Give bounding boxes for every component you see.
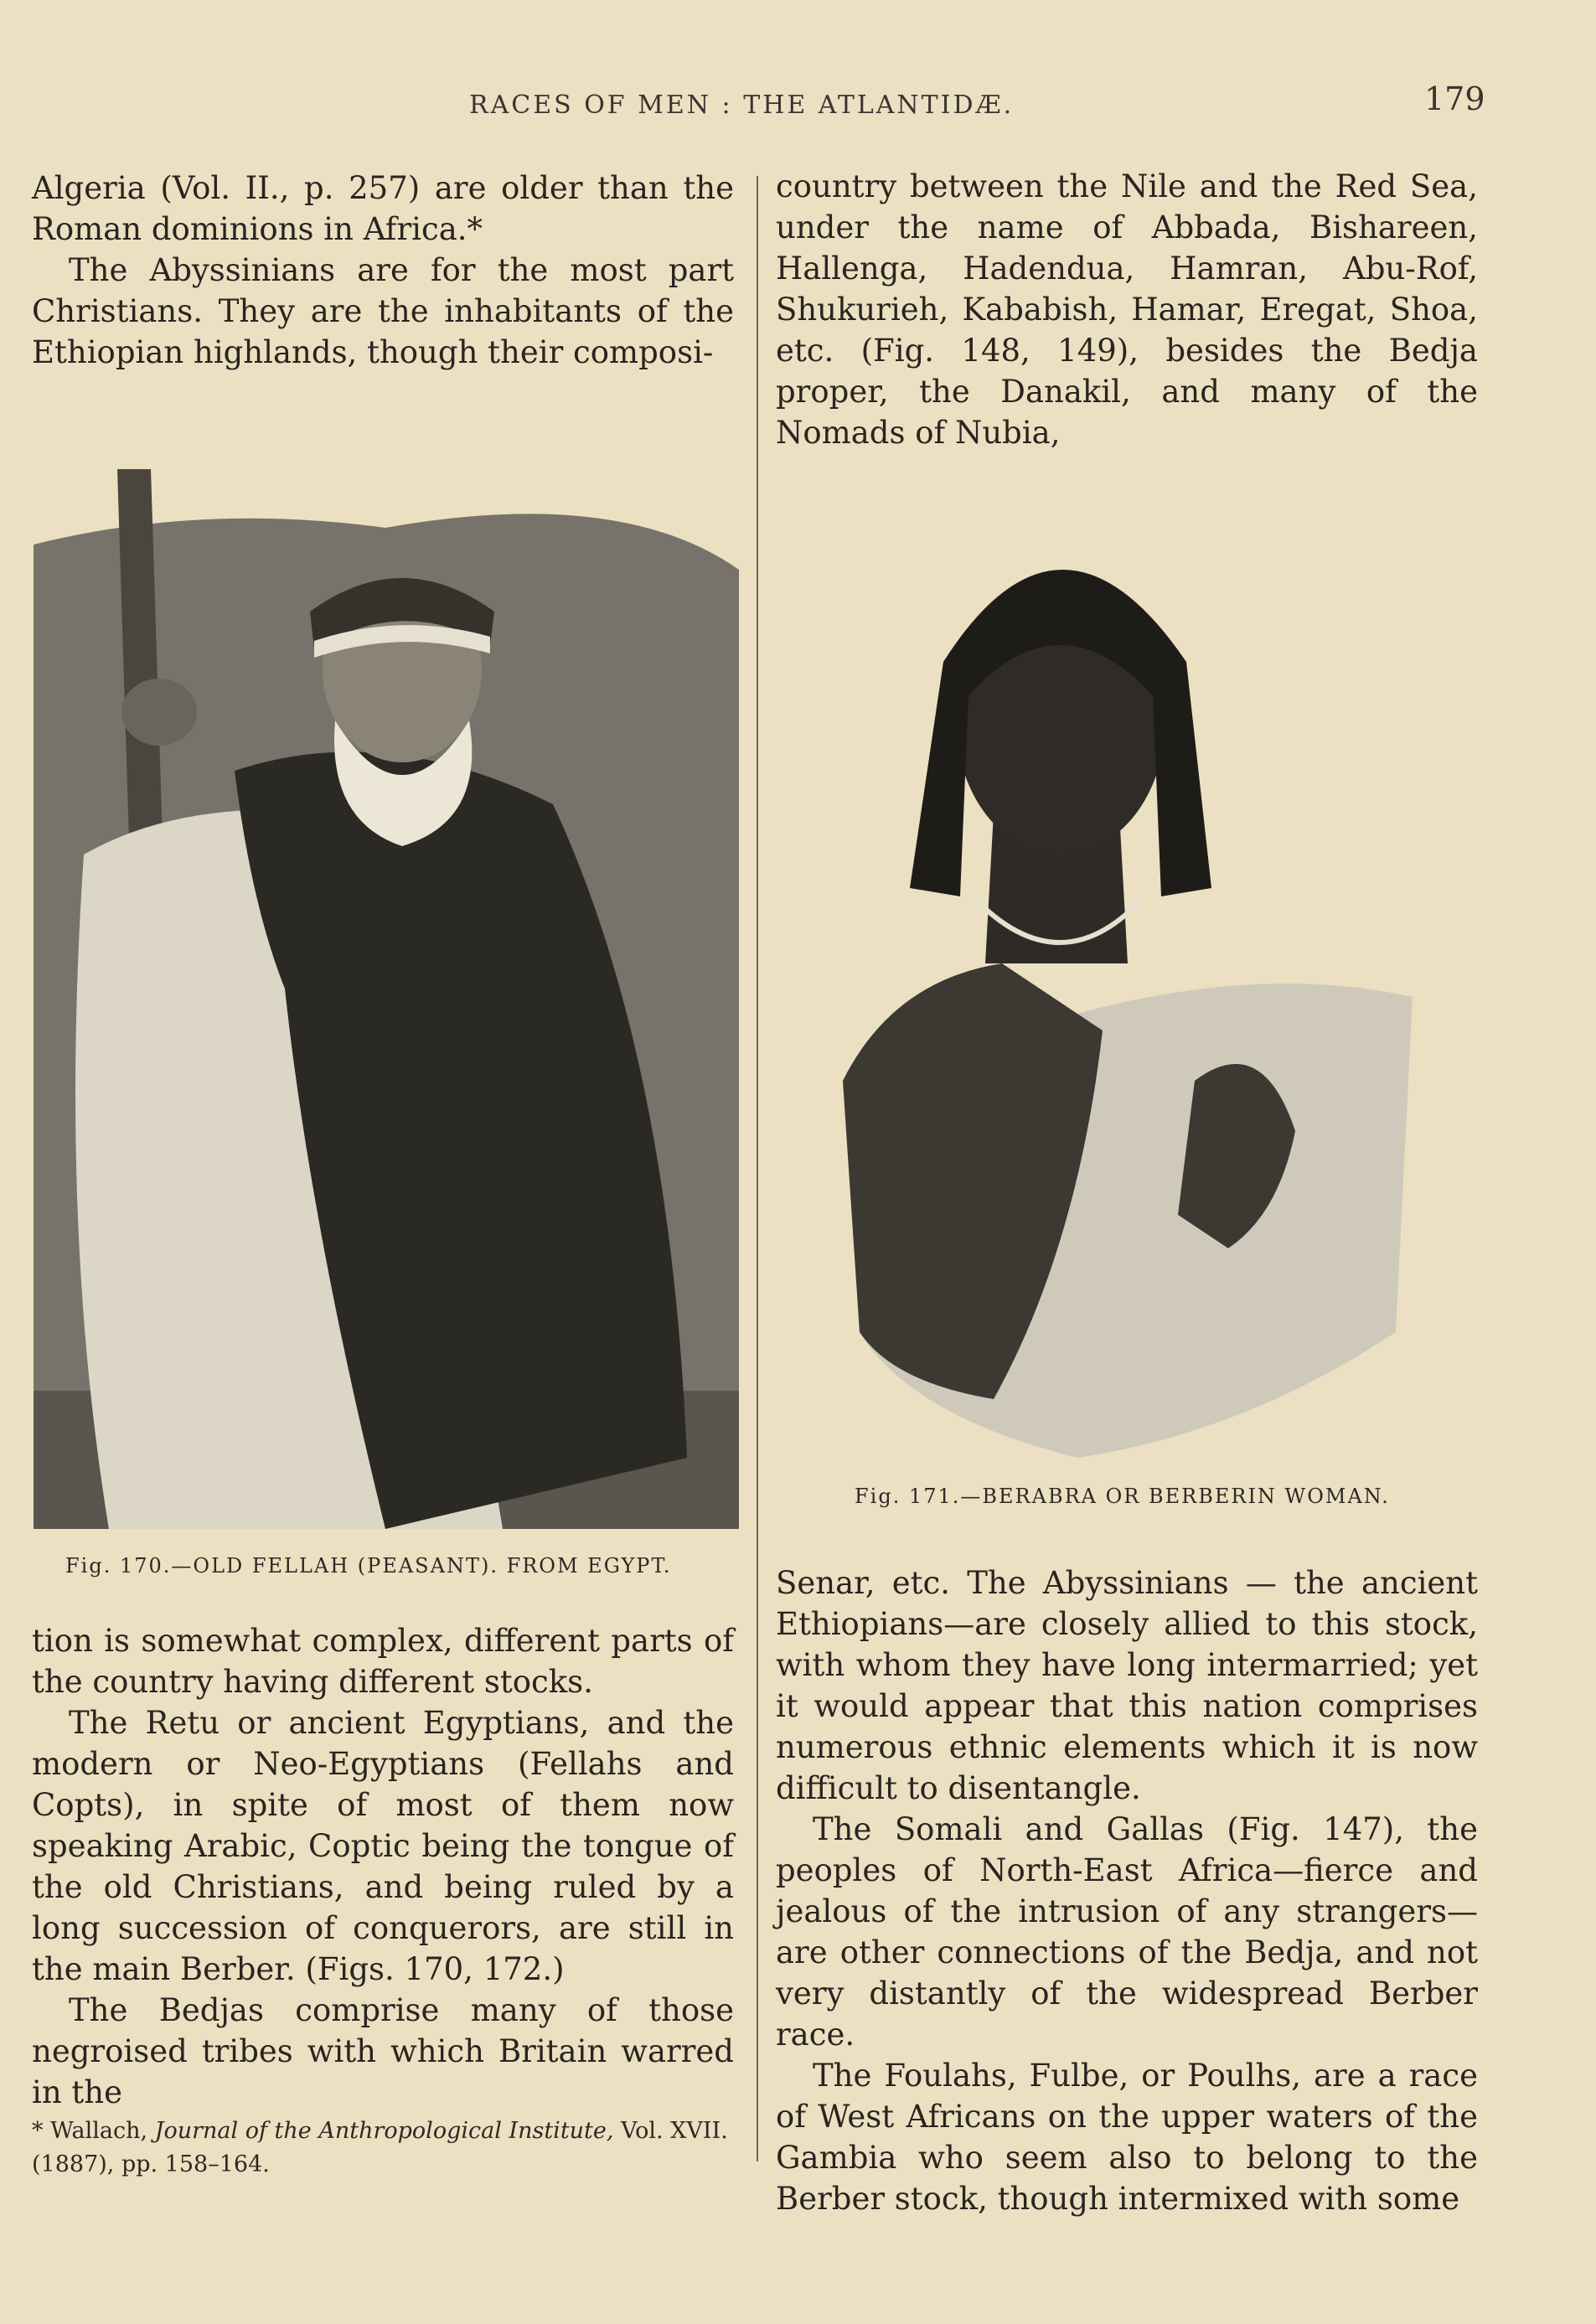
running-head: RACES OF MEN : THE ATLANTIDÆ. [469, 90, 1015, 120]
right-column-bottom [776, 1562, 1478, 2219]
paragraph: The Abyssinians are for the most part Christians. They are the inhabitants of the Ethiopian highlands, though their composi- [32, 252, 734, 370]
column-divider [757, 176, 758, 2161]
figure-170-engraving [34, 469, 739, 1529]
right-column-top [776, 166, 1478, 453]
left-column-top [32, 168, 734, 373]
page-number: 179 [1424, 80, 1485, 117]
paragraph: The Somali and Gallas (Fig. 147), the peoples of North-East Africa—fierce and jealous of the intrusion of any strangers—are other connections of the Bedja, and not very distantly of the widespread Berber race. [776, 1811, 1478, 2053]
figure-170-caption: Fig. 170.—OLD FELLAH (PEASANT). FROM EGYPT. [65, 1554, 672, 1578]
figure-171-engraving [826, 494, 1429, 1466]
paragraph: Algeria (Vol. II., p. 257) are older than the Roman dominions in Africa.* [32, 170, 734, 247]
paragraph: Senar, etc. The Abyssinians — the ancient Ethiopians—are closely allied to this stock, with whom they have long intermarried; yet it would appear that this nation comprises numerous ethnic elements which it is now difficult to disentangle. [776, 1565, 1478, 1806]
left-column-bottom [32, 1620, 734, 2113]
footnote-reference: Vol. XVII. (1887), pp. 158–164. [32, 2118, 728, 2177]
footnote-marker: * Wallach, [32, 2118, 155, 2144]
paragraph: country between the Nile and the Red Sea, under the name of Abbada, Bishareen, Hallenga, Hadendua, Hamran, Abu-Rof, Shukurieh, Kababish, Hamar, Eregat, Shoa, etc. (Fig. 148, 149), besides the Bedja proper, the Danakil, and many of the Nomads of Nubia, [776, 168, 1478, 451]
footnote [32, 2115, 736, 2182]
figure-171-caption: Fig. 171.—BERABRA OR BERBERIN WOMAN. [855, 1485, 1390, 1508]
paragraph: The Foulahs, Fulbe, or Poulhs, are a race of West Africans on the upper waters of the Gambia who seem also to belong to the Berber stock, though intermixed with some [776, 2058, 1478, 2217]
paragraph: tion is somewhat complex, different parts of the country having different stocks. [32, 1623, 734, 1700]
footnote-journal: Journal of the Anthropological Institute, [154, 2118, 614, 2144]
paragraph: The Retu or ancient Egyptians, and the modern or Neo-Egyptians (Fellahs and Copts), in spite of most of them now speaking Arabic, Coptic being the tongue of the old Christians, and being ruled by a long succession of conquerors, are still in the main Berber. (Figs. 170, 172.) [32, 1705, 734, 1987]
paragraph: The Bedjas comprise many of those negroised tribes with which Britain warred in the [32, 1992, 734, 2110]
